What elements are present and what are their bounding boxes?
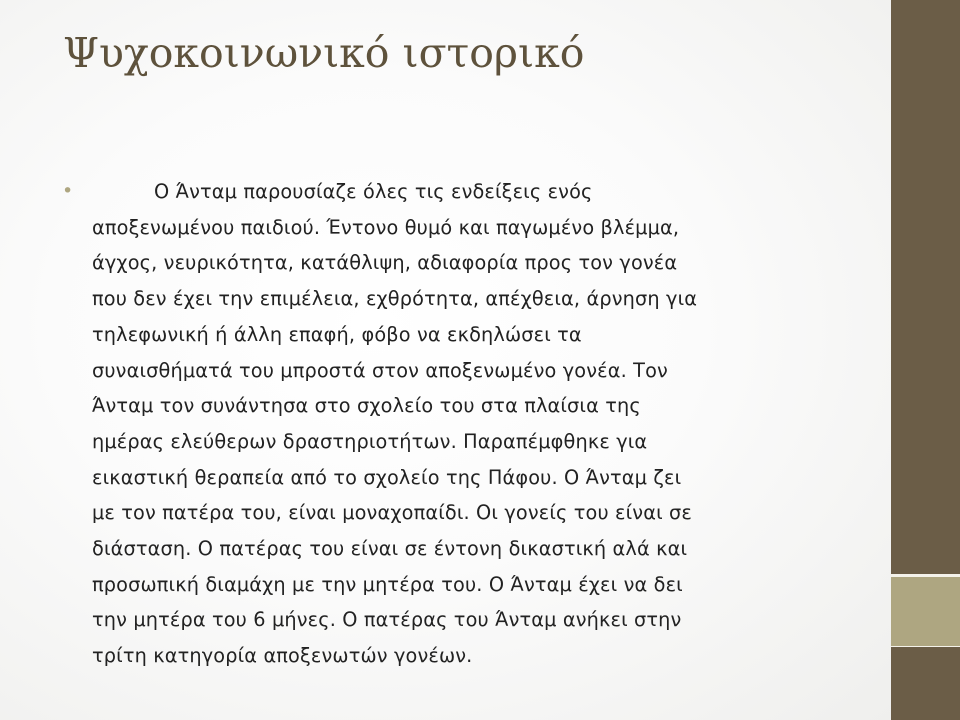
slide-title: Ψυχοκοινωνικό ιστορικό (63, 29, 585, 77)
body-line: τρίτη κατηγορία αποξενωτών γονέων. (92, 644, 473, 668)
sidebar-band-top (891, 0, 960, 577)
sidebar-band-bottom (891, 647, 960, 720)
sidebar-band-middle (891, 577, 960, 647)
body-line: άγχος, νευρικότητα, κατάθλιψη, αδιαφορία προς τον γονέα (92, 251, 678, 275)
body-line: με τον πατέρα του, είναι μοναχοπαίδι. Οι γονείς του είναι σε (92, 501, 692, 525)
body-line: εικαστική θεραπεία από το σχολείο της Πάφου. Ο Άνταμ ζει (92, 465, 682, 489)
body-line: Ο Άνταμ παρουσίαζε όλες τις ενδείξεις ενός (154, 180, 593, 203)
bullet-marker: • (62, 180, 74, 202)
body-line: τηλεφωνική ή άλλη επαφή, φόβο να εκδηλώσει τα (92, 322, 582, 346)
slide-body (62, 174, 872, 674)
body-line: αποξενωμένου παιδιού. Έντονο θυμό και παγωμένο βλέμμα, (92, 215, 680, 239)
body-line: προσωπική διαμάχη με την μητέρα του. Ο Άνταμ έχει να δει (92, 572, 683, 596)
body-line: διάσταση. Ο πατέρας του είναι σε έντονη δικαστική αλά και (92, 537, 688, 561)
decorative-sidebar (891, 0, 960, 720)
body-line: ημέρας ελεύθερων δραστηριοτήτων. Παραπέμφθηκε για (92, 429, 648, 453)
body-line: την μητέρα του 6 μήνες. Ο πατέρας του Άνταμ ανήκει στην (92, 608, 682, 632)
body-line: συναισθήματά του μπροστά στον αποξενωμένο γονέα. Τον (92, 358, 668, 382)
body-line: που δεν έχει την επιμέλεια, εχθρότητα, απέχθεια, άρνηση για (92, 287, 698, 311)
body-line: Άνταμ τον συνάντησα στο σχολείο του στα πλαίσια της (92, 394, 641, 418)
body-paragraph (92, 174, 872, 674)
